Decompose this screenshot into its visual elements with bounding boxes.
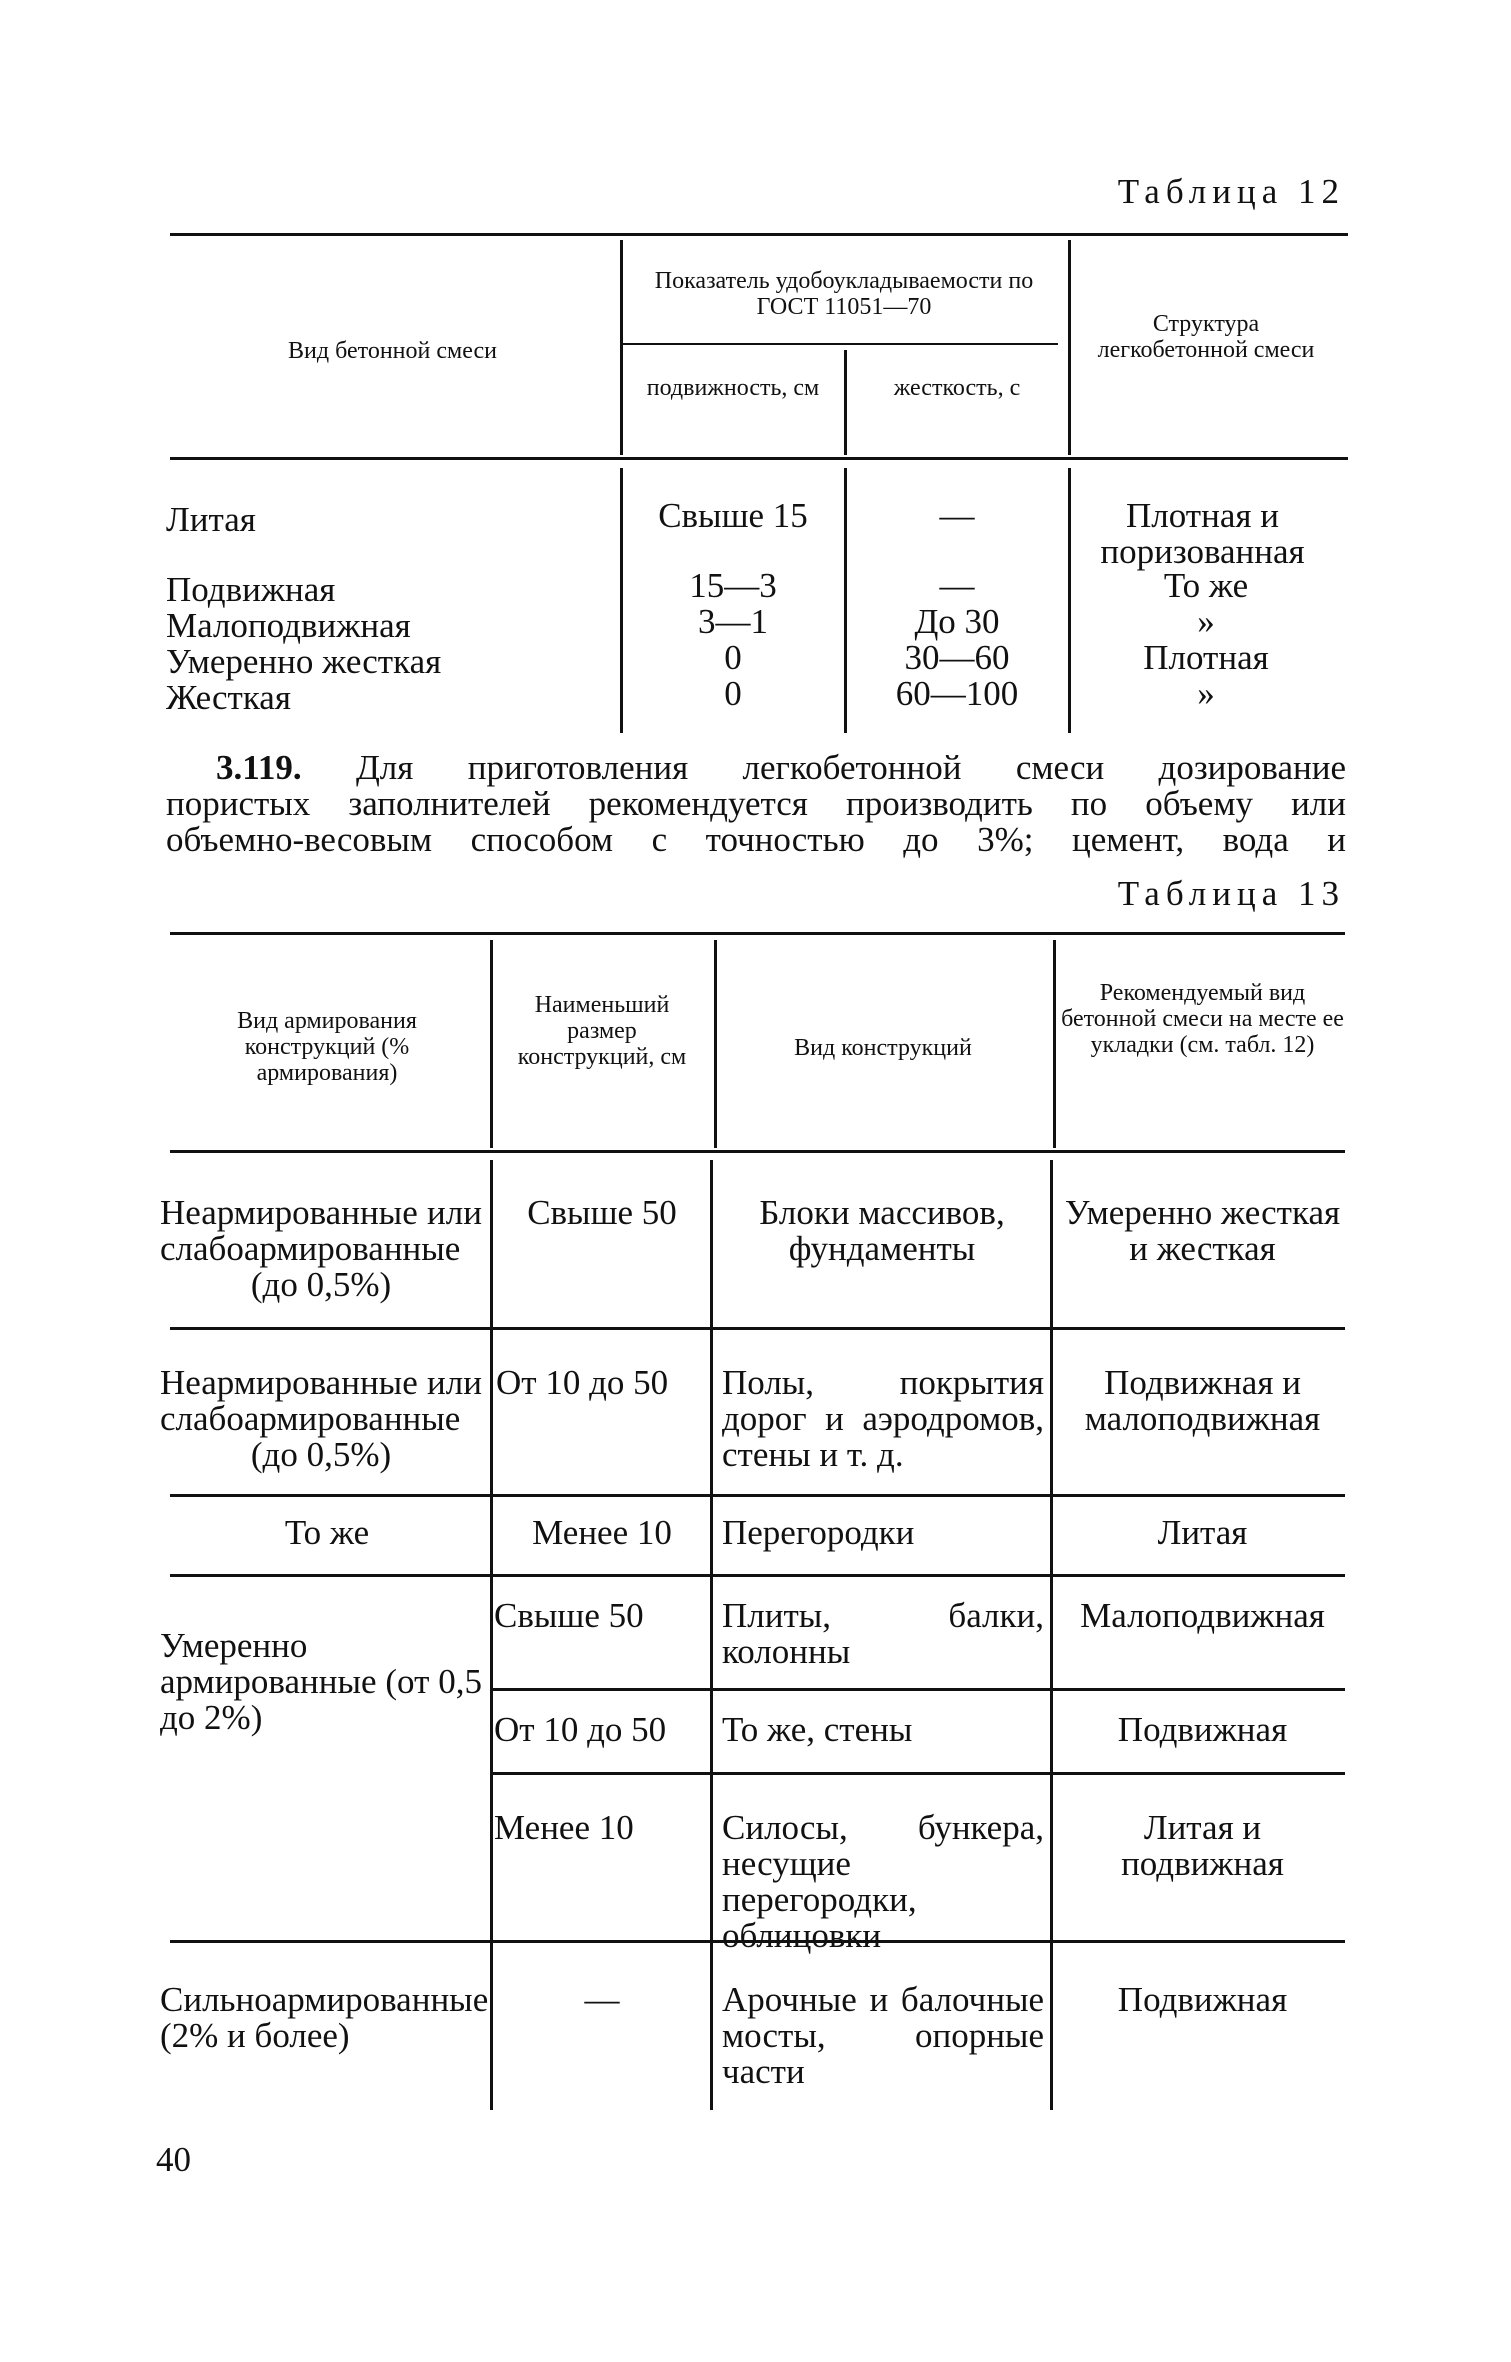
table13-row7-reinforcement: Сильноармированные (2% и более) (160, 1980, 489, 2055)
table12-header-structure: Структура легкобетонной смеси (1097, 311, 1315, 363)
table12-row1-stiffness: — (939, 496, 975, 535)
table13-row4-size: Свыше 50 (494, 1596, 644, 1635)
table12-row1-mobility: Свыше 15 (658, 496, 808, 535)
table12-row1-structure: Плотная и поризованная (1100, 496, 1305, 571)
paragraph-3-119 (166, 750, 1346, 858)
table13-row1-construction: Блоки массивов, фундаменты (759, 1193, 1005, 1268)
table12-vline-2h (844, 350, 847, 455)
paragraph-line-1-text: Для приготовления легкобетонной смеси дозирование (355, 748, 1347, 787)
table13-row2-rule (170, 1494, 1345, 1497)
table13-row3-construction: Перегородки (722, 1513, 915, 1552)
table13-row3-size: Менее 10 (532, 1513, 672, 1552)
table13-row5-mix: Подвижная (1117, 1710, 1288, 1749)
table13-row4-construction: Плиты, балки, колонны (722, 1596, 1044, 1671)
table12-row4-mobility: 0 (724, 638, 742, 677)
table13-row5-size: От 10 до 50 (494, 1710, 667, 1749)
table13-vline-2 (710, 1160, 713, 2110)
table13-row6-construction: Силосы, бункера, несущие перегородки, облицовки (722, 1808, 1044, 1955)
table12-row4-type: Умеренно жесткая (166, 642, 442, 681)
paragraph-line-2: пористых заполнителей рекомендуется производить по объему или (166, 784, 1346, 823)
table12-caption: Таблица 12 (1117, 172, 1345, 211)
paragraph-line-3: объемно-весовым способом с точностью до 3%; цемент, вода и (166, 820, 1346, 859)
table12-header-mix-type: Вид бетонной смеси (288, 338, 497, 364)
table13-row1-size: Свыше 50 (527, 1193, 677, 1232)
table13-vline-3 (1050, 1160, 1053, 2110)
table12-vline-2 (844, 468, 847, 733)
table12-row5-structure: » (1197, 674, 1215, 713)
table13-vline-1h (490, 940, 493, 1148)
table12-row2-type: Подвижная (166, 570, 336, 609)
table13-row3-mix: Литая (1157, 1513, 1248, 1552)
table12-row5-stiffness: 60—100 (895, 674, 1019, 713)
table13-row5-rule (490, 1772, 1345, 1775)
table13-row4-rule (490, 1688, 1345, 1691)
table12-row3-mobility: 3—1 (698, 602, 768, 641)
table13-header-reinforcement: Вид армирования конструкций (% армирования) (237, 1008, 417, 1086)
table12-vline-3h (1068, 240, 1071, 455)
table12-top-rule (170, 233, 1348, 236)
page-number: 40 (156, 2140, 191, 2179)
table12-row1-type: Литая (166, 500, 256, 539)
table13-row6-size: Менее 10 (494, 1808, 634, 1847)
table12-vline-1 (620, 468, 623, 733)
table13-row1-mix: Умеренно жесткая и жесткая (1064, 1193, 1341, 1268)
table13-row6-mix: Литая и подвижная (1121, 1808, 1284, 1883)
table13-vline-3h (1053, 940, 1056, 1148)
table13-row1-reinforcement: Неармированные или слабоармированные (до 0,5%) (160, 1193, 482, 1304)
table13-top-rule (170, 932, 1345, 935)
table12-row2-stiffness: — (939, 566, 975, 605)
table12-row4-stiffness: 30—60 (904, 638, 1010, 677)
table13-row1-rule (170, 1327, 1345, 1330)
table12-row3-stiffness: До 30 (914, 602, 1000, 641)
table13-vline-1 (490, 1160, 493, 2110)
paragraph-number: 3.119. (216, 748, 302, 787)
table12-row5-type: Жесткая (166, 678, 291, 717)
table12-row2-structure: То же (1163, 566, 1249, 605)
table12-row3-type: Малоподвижная (166, 606, 411, 645)
table13-row5-construction: То же, стены (722, 1710, 913, 1749)
table13-header-min-size: Наименьший размер конструкций, см (517, 992, 687, 1070)
table13-row2-size: От 10 до 50 (496, 1363, 669, 1402)
table13-row4-reinforcement: Умеренно армированные (от 0,5 до 2%) (160, 1626, 482, 1737)
table12-vline-1h (620, 240, 623, 455)
table13-vline-2h (714, 940, 717, 1148)
table13-row3-reinforcement: То же (284, 1513, 370, 1552)
table13-row7-mix: Подвижная (1117, 1980, 1288, 2019)
table12-vline-3 (1068, 468, 1071, 733)
table12-row4-structure: Плотная (1143, 638, 1269, 677)
table12-header-mobility: подвижность, см (646, 375, 820, 401)
table12-header-workability: Показатель удобоукладываемости по ГОСТ 11051—70 (654, 268, 1034, 320)
table13-header-recommended: Рекомендуемый вид бетонной смеси на месте ее укладки (см. табл. 12) (1061, 980, 1344, 1058)
table12-row2-mobility: 15—3 (689, 566, 777, 605)
table13-row2-reinforcement: Неармированные или слабоармированные (до 0,5%) (160, 1363, 482, 1474)
table13-header-rule (170, 1150, 1345, 1153)
table13-row2-construction: Полы, покрытия дорог и аэродромов, стены и т. д. (722, 1363, 1044, 1474)
table13-caption: Таблица 13 (1117, 874, 1345, 913)
table13-row7-size: — (584, 1980, 620, 2019)
table12-subheader-rule (620, 343, 1058, 345)
table12-row5-mobility: 0 (724, 674, 742, 713)
table12-row3-structure: » (1197, 602, 1215, 641)
table12-header-rule (170, 457, 1348, 460)
table13-row7-construction: Арочные и балочные мосты, опорные части (722, 1980, 1044, 2091)
table13-header-construction: Вид конструкций (794, 1035, 972, 1061)
table13-row2-mix: Подвижная и малоподвижная (1084, 1363, 1321, 1438)
table13-row4-mix: Малоподвижная (1080, 1596, 1325, 1635)
table13-row3-rule (170, 1574, 1345, 1577)
paragraph-line-1 (166, 750, 1346, 786)
table12-header-stiffness: жесткость, с (893, 375, 1021, 401)
